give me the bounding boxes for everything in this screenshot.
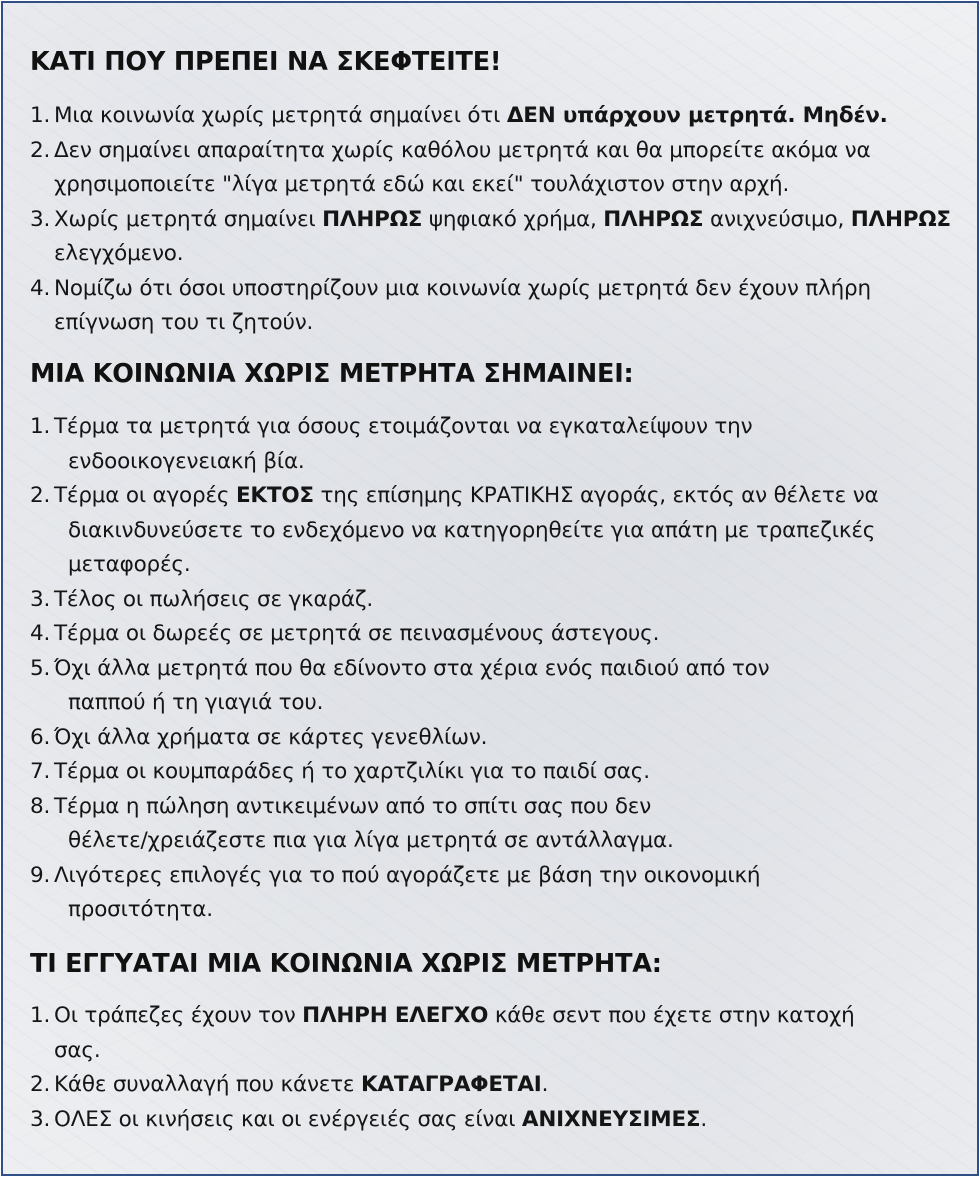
section-heading-think: ΚΑΤΙ ΠΟΥ ΠΡΕΠΕΙ ΝΑ ΣΚΕΦΤΕΙΤΕ!: [30, 47, 502, 77]
item-text: Τέρμα τα μετρητά για όσους ετοιμάζονται να εγκαταλείψουν την: [54, 414, 753, 439]
section-heading-means: ΜΙΑ ΚΟΙΝΩΝΙΑ ΧΩΡΙΣ ΜΕΤΡΗΤΑ ΣΗΜΑΙΝΕΙ:: [30, 359, 634, 389]
item-text: Λιγότερες επιλογές για το πού αγοράζετε με βάση την οικονομική: [54, 862, 761, 888]
item-number: 2.: [30, 137, 51, 163]
item-text: προσιτότητα.: [68, 897, 213, 922]
list-item: [30, 755, 965, 790]
list-item: [30, 99, 965, 134]
item-text: Τέρμα οι δωρεές σε μετρητά σε πεινασμένους άστεγους.: [54, 621, 660, 646]
section-heading-guarantees: ΤΙ ΕΓΓΥΑΤΑΙ ΜΙΑ ΚΟΙΝΩΝΙΑ ΧΩΡΙΣ ΜΕΤΡΗΤΑ:: [30, 949, 662, 979]
item-text: Κάθε συναλλαγή που κάνετε: [54, 1072, 361, 1097]
item-emphasis: ΔΕΝ υπάρχουν μετρητά. Μηδέν.: [506, 103, 888, 128]
item-number: 8.: [30, 793, 51, 819]
item-text: Τέλος οι πωλήσεις σε γκαράζ.: [54, 586, 374, 612]
list-item: [30, 721, 965, 756]
item-text: της επίσημης ΚΡΑΤΙΚΗΣ αγοράς, εκτός αν θέλετε να: [313, 483, 879, 508]
item-text: .: [700, 1106, 708, 1132]
item-number: 1.: [30, 103, 51, 128]
list-item: [30, 617, 965, 652]
item-number: 1.: [30, 414, 51, 439]
item-number: 9.: [30, 862, 51, 888]
infographic-frame: [1, 1, 979, 1176]
list-item: [30, 479, 965, 583]
item-text: διακινδυνεύσετε το ενδεχόμενο να κατηγορηθείτε για απάτη με τραπεζικές: [68, 517, 876, 543]
item-emphasis: ΕΚΤΟΣ: [235, 483, 314, 508]
item-text: ανιχνεύσιμο,: [703, 206, 851, 232]
item-text: Όχι άλλα μετρητά που θα εδίνοντο στα χέρια ενός παιδιού από τον: [54, 655, 770, 681]
item-number: 3.: [30, 1106, 51, 1132]
item-text: ψηφιακό χρήμα,: [422, 206, 604, 232]
item-text: παππού ή τη γιαγιά του.: [68, 690, 324, 715]
list-item: [30, 859, 965, 928]
item-text: ελεγχόμενο.: [54, 241, 184, 266]
list-item: [30, 583, 965, 618]
item-emphasis: ΑΝΙΧΝΕΥΣΙΜΕΣ: [521, 1106, 701, 1132]
item-emphasis: ΚΑΤΑΓΡΑΦΕΤΑΙ: [360, 1072, 542, 1097]
item-number: 6.: [30, 724, 51, 750]
item-text: Όχι άλλα χρήματα σε κάρτες γενεθλίων.: [54, 724, 488, 750]
item-emphasis: ΠΛΗΡΩΣ: [322, 206, 423, 232]
item-number: 2.: [30, 483, 51, 508]
item-number: 1.: [30, 1003, 51, 1028]
item-text: Χωρίς μετρητά σημαίνει: [54, 206, 323, 232]
list-item: [30, 999, 965, 1068]
item-text: Νομίζω ότι όσοι υποστηρίζουν μια κοινωνία χωρίς μετρητά δεν έχουν πλήρη επίγνωση του τι ζητούν.: [54, 275, 871, 335]
list-item: [30, 410, 965, 479]
list-item: [30, 652, 965, 721]
means-list: [30, 410, 965, 928]
list-item: [30, 1103, 965, 1138]
item-text: Οι τράπεζες έχουν τον: [54, 1003, 303, 1028]
item-text: Μια κοινωνία χωρίς μετρητά σημαίνει ότι: [54, 103, 507, 128]
item-number: 4.: [30, 275, 51, 301]
item-emphasis: ΠΛΗΡΗ ΕΛΕΓΧΟ: [302, 1003, 489, 1028]
item-text: κάθε σεντ που έχετε στην κατοχή: [488, 1003, 855, 1028]
item-text: θέλετε/χρειάζεστε πια για λίγα μετρητά σε αντάλλαγμα.: [68, 828, 674, 853]
list-item: [30, 272, 965, 341]
list-item: [30, 790, 965, 859]
item-text: Δεν σημαίνει απαραίτητα χωρίς καθόλου μετρητά και θα μπορείτε ακόμα να χρησιμοποιείτε "λίγα μετρητά εδώ και εκεί" τουλάχιστον στην αρχή.: [54, 137, 871, 197]
item-text: Τέρμα οι κουμπαράδες ή το χαρτζιλίκι για το παιδί σας.: [54, 759, 650, 784]
item-text: Τέρμα η πώληση αντικειμένων από το σπίτι σας που δεν: [54, 793, 652, 819]
item-number: 5.: [30, 655, 51, 681]
item-emphasis: ΠΛΗΡΩΣ: [850, 206, 951, 232]
item-text: ενδοοικογενειακή βία.: [68, 448, 305, 474]
guarantees-list: [30, 999, 965, 1137]
item-text: ΟΛΕΣ οι κινήσεις και οι ενέργειές σας είναι: [54, 1106, 522, 1132]
item-number: 2.: [30, 1072, 51, 1097]
list-item: [30, 203, 965, 272]
item-number: 3.: [30, 206, 51, 232]
list-item: [30, 1068, 965, 1103]
item-number: 4.: [30, 621, 51, 646]
think-list: [30, 99, 965, 341]
item-text: μεταφορές.: [68, 552, 191, 577]
list-item: [30, 134, 965, 203]
item-text: .: [541, 1072, 549, 1097]
item-number: 3.: [30, 586, 51, 612]
item-text: Τέρμα οι αγορές: [54, 483, 236, 508]
item-number: 7.: [30, 759, 51, 784]
item-emphasis: ΠΛΗΡΩΣ: [603, 206, 704, 232]
item-text: σας.: [54, 1037, 101, 1063]
